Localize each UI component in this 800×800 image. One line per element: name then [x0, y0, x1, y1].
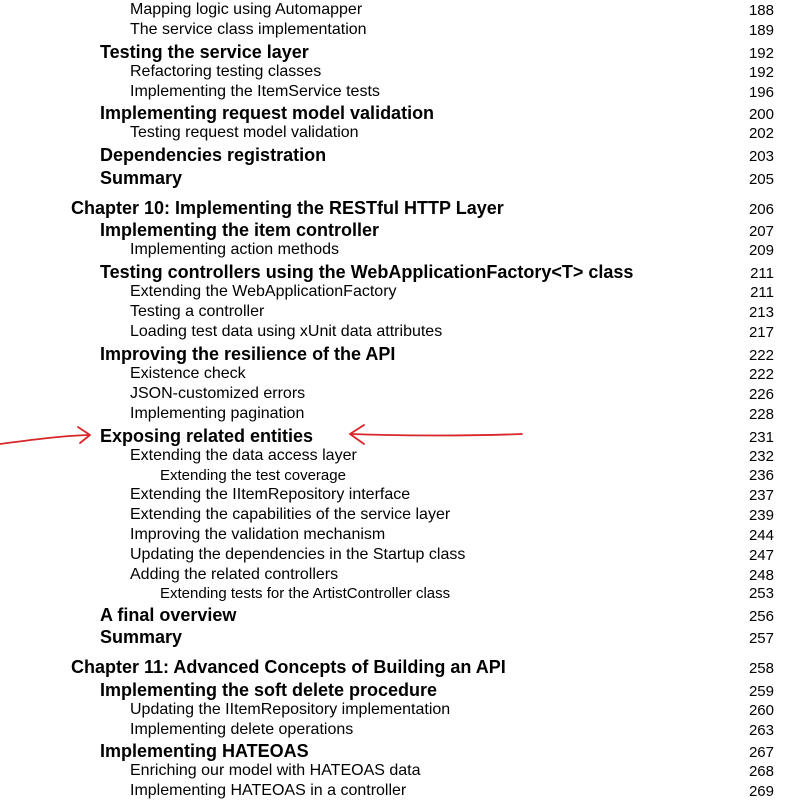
toc-entry-title: Implementing delete operations	[130, 721, 354, 738]
toc-page-number: 203	[748, 148, 774, 165]
toc-entry-title: Enriching our model with HATEOAS data	[130, 762, 421, 779]
toc-entry-title: Implementing HATEOAS in a controller	[130, 782, 407, 799]
toc-page-number: 222	[748, 347, 774, 364]
toc-page-number: 263	[748, 722, 774, 739]
toc-page-number: 205	[748, 171, 774, 188]
toc-entry-title: Implementing the ItemService tests	[130, 83, 380, 100]
toc-entry-title: Implementing request model validation	[100, 103, 435, 123]
toc-entry-title: Adding the related controllers	[130, 566, 339, 583]
toc-page-number: 206	[748, 201, 774, 218]
toc-entry-title: Exposing related entities	[100, 426, 314, 446]
toc-page-number: 207	[748, 223, 774, 240]
toc-entry-title: Summary	[100, 168, 183, 188]
toc-page-number: 258	[748, 660, 774, 677]
toc-entry-title: Updating the dependencies in the Startup class	[130, 546, 466, 563]
toc-page-number: 222	[748, 366, 774, 383]
toc-entry-title: Implementing the item controller	[100, 220, 380, 240]
toc-entry-title: Refactoring testing classes	[130, 63, 322, 80]
toc-entry-title: Extending the capabilities of the service layer	[130, 506, 451, 523]
toc-page-number: 260	[748, 702, 774, 719]
toc-entry-title: Extending tests for the ArtistController class	[160, 585, 451, 602]
toc-page-number: 253	[748, 585, 774, 602]
toc-entry-title: Testing request model validation	[130, 124, 359, 141]
toc-entry-title: Extending the test coverage	[160, 467, 346, 484]
toc-entry-title: Loading test data using xUnit data attributes	[130, 323, 443, 340]
toc-page-number: 269	[748, 783, 774, 800]
toc-entry-title: Improving the resilience of the API	[100, 344, 396, 364]
toc-page-number: 256	[748, 608, 774, 625]
toc-entry-title: A final overview	[100, 605, 237, 625]
toc-entry-title: Extending the IItemRepository interface	[130, 486, 411, 503]
toc-page-number: 211	[750, 284, 774, 301]
toc-entry-title: JSON-customized errors	[130, 385, 306, 402]
toc-entry-title: Dependencies registration	[100, 145, 327, 165]
toc-page-number: 257	[748, 630, 774, 647]
toc-page-number: 239	[748, 507, 774, 524]
toc-entry-title: Chapter 10: Implementing the RESTful HTTP Layer	[71, 198, 504, 218]
toc-page-number: 248	[748, 567, 774, 584]
toc-page-number: 228	[748, 406, 774, 423]
toc-page-number: 192	[748, 64, 774, 81]
toc-page-number: 192	[748, 45, 774, 62]
toc-entry-title: Implementing pagination	[130, 405, 305, 422]
toc-entry-title: Existence check	[130, 365, 246, 382]
toc-page-number: 209	[748, 242, 774, 259]
toc-page-number: 244	[748, 527, 774, 544]
toc-entry-title: Testing a controller	[130, 303, 265, 320]
toc-entry-title: The service class implementation	[130, 21, 367, 38]
toc-page-number: 211	[750, 265, 774, 282]
toc-entry-title: Summary	[100, 627, 183, 647]
toc-page-number: 188	[748, 2, 774, 19]
toc-page-number: 268	[748, 763, 774, 780]
toc-page-number: 237	[748, 487, 774, 504]
toc-page-number: 226	[748, 386, 774, 403]
toc-page-number: 217	[748, 324, 774, 341]
toc-page-number: 231	[748, 429, 774, 446]
toc-page-number: 196	[748, 84, 774, 101]
toc-page-number: 213	[748, 304, 774, 321]
toc-entry-title: Extending the data access layer	[130, 447, 357, 464]
toc-page-number: 189	[748, 22, 774, 39]
toc-entry-title: Chapter 11: Advanced Concepts of Building an API	[71, 657, 506, 677]
toc-entry-title: Testing the service layer	[100, 42, 309, 62]
toc-entry-title: Updating the IItemRepository implementation	[130, 701, 451, 718]
toc-page-number: 200	[748, 106, 774, 123]
toc-page-number: 259	[748, 683, 774, 700]
toc-page-number: 267	[748, 744, 774, 761]
toc-entry-title: Testing controllers using the WebApplicationFactory<T> class	[100, 262, 634, 282]
toc-entry-title: Mapping logic using Automapper	[130, 1, 363, 18]
toc-page-number: 236	[748, 467, 774, 484]
toc-page-number: 247	[748, 547, 774, 564]
toc-page-number: 232	[748, 448, 774, 465]
toc-entry-title: Improving the validation mechanism	[130, 526, 386, 543]
toc-entry-title: Extending the WebApplicationFactory	[130, 283, 397, 300]
toc-page-number: 202	[748, 125, 774, 142]
toc-entry-title: Implementing HATEOAS	[100, 741, 309, 761]
toc-entry-title: Implementing the soft delete procedure	[100, 680, 438, 700]
toc-entry-title: Implementing action methods	[130, 241, 339, 258]
